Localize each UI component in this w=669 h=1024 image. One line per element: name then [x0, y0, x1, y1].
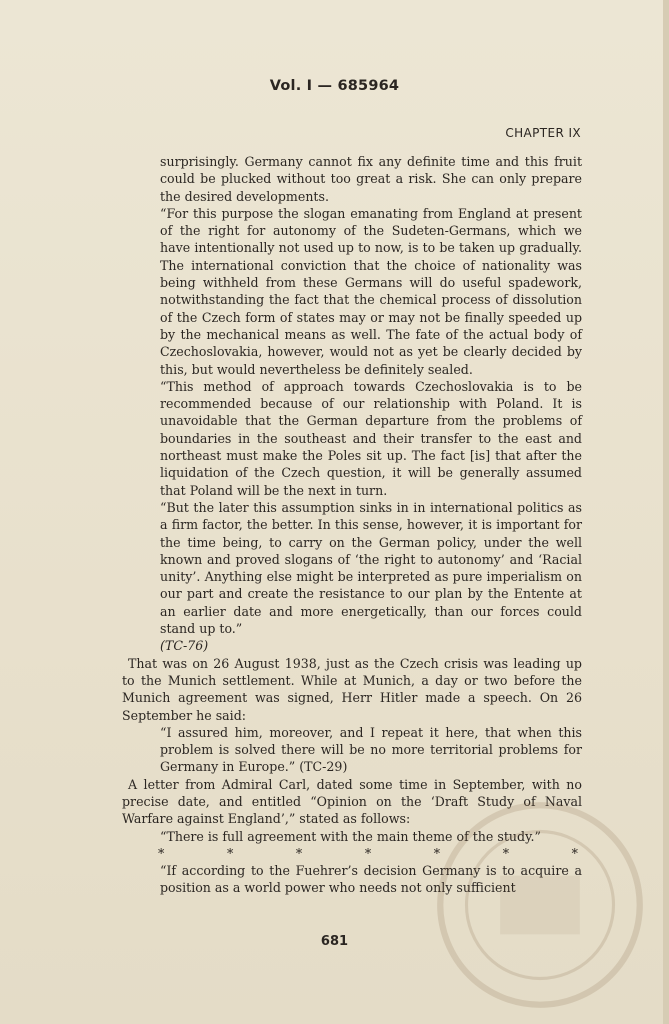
page-number: 681 — [320, 934, 349, 949]
volume-header: Vol. I — 685964 — [269, 78, 400, 94]
star: * — [433, 845, 441, 861]
paragraph: surprisingly. Germany cannot fix any definite time and this fruit could be plucked without too great a risk. She can only prepare the desired developments. — [160, 154, 582, 204]
body-text — [122, 153, 582, 897]
star: * — [226, 845, 234, 861]
chapter-heading: CHAPTER IX — [505, 126, 581, 140]
paragraph: “This method of approach towards Czechoslovakia is to be recommended because of our relationship with Poland. It is unavoidable that the German departure from the problems of boundaries in the southeast and their transfer to the east and northeast must make the Poles sit up. The fact [is] that after the liquidation of the Czech question, it will be generally assumed that Poland will be the next in turn. — [160, 378, 582, 498]
paragraph: That was on 26 August 1938, just as the Czech crisis was leading up to the Munich settlement. While at Munich, a day or two before the Munich agreement was signed, Herr Hitler made a speech. On 26 September he said: — [122, 655, 582, 723]
star: * — [571, 845, 578, 861]
citation: (TC-76) — [160, 638, 209, 654]
paragraph: “For this purpose the slogan emanating from England at present of the right for autonomy of the Sudeten-Germans, which we have intentionally not used up to now, is to be taken up gradually. The international conviction that the choice of nationality was being withheld from these Germans will do useful spadework, notwithstanding the fact that the chemical process of dissolution of the Czech form of states may or may not be finally speeded up by the mechanical means as well. The fate of the actual body of Czechoslovakia, however, would not as yet be clearly decided by this, but would nevertheless be definitely sealed. — [160, 205, 582, 377]
paragraph: “But the later this assumption sinks in in international politics as a firm factor, the better. In this sense, however, it is important for the time being, to carry on the German policy, under the well known and proved slogans of ‘the right to autonomy’ and ‘Racial unity’. Anything else might be interpreted as pure imperialism on our part and create the resistance to our plan by the Entente at an earlier date and more energetically, than our forces could stand up to.” — [160, 499, 582, 637]
star: * — [295, 845, 303, 861]
star: * — [364, 845, 372, 861]
page-edge — [663, 0, 669, 1024]
paragraph: A letter from Admiral Carl, dated some time in September, with no precise date, and entitled “Opinion on the ‘Draft Study of Naval Warfare against England’,” stated as follows: — [122, 776, 582, 827]
paragraph: “I assured him, moreover, and I repeat it here, that when this problem is solved there will be no more territorial problems for Germany in Europe.” (TC-29) — [160, 724, 582, 775]
library-seal-watermark — [435, 800, 645, 1010]
paragraph: “There is full agreement with the main theme of the study.” — [160, 828, 541, 844]
star: * — [158, 845, 165, 861]
paragraph: “If according to the Fuehrer’s decision Germany is to acquire a position as a world power who needs not only sufficient — [160, 863, 582, 896]
star: * — [502, 845, 509, 861]
